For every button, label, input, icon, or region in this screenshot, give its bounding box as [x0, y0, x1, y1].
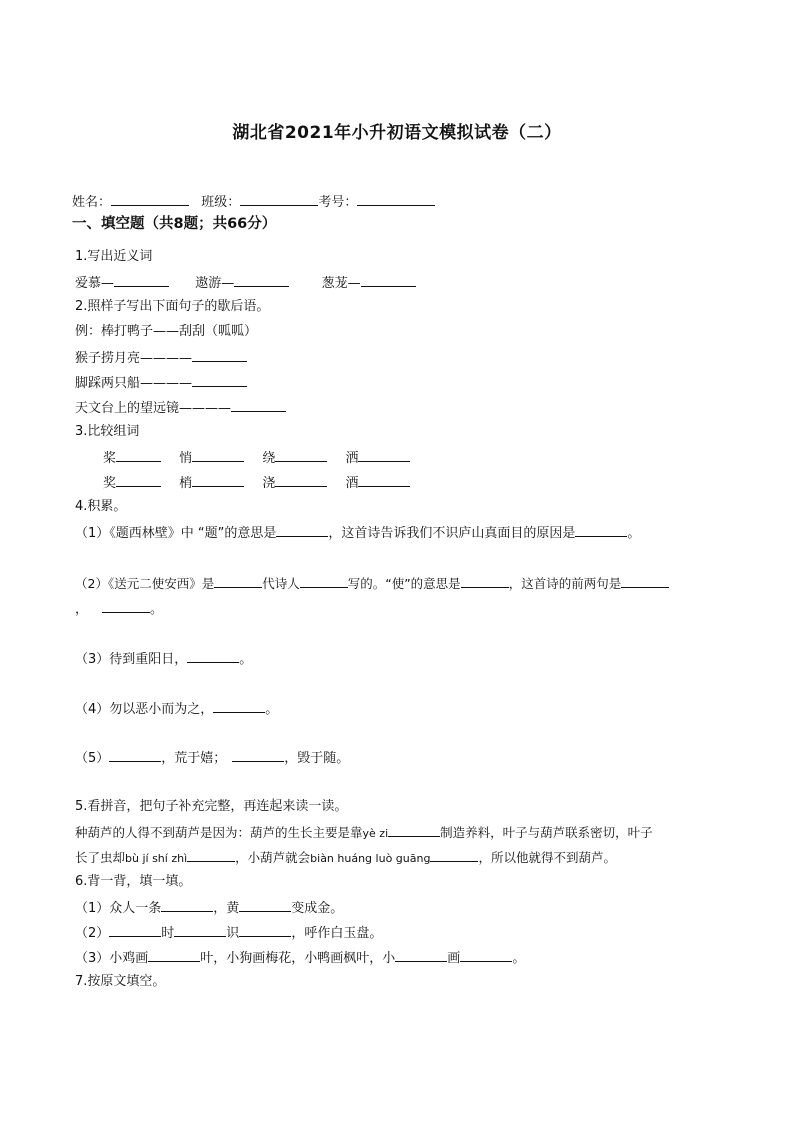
- q4-blank[interactable]: [621, 574, 669, 588]
- q5-blank[interactable]: [388, 823, 440, 837]
- q3-char: 梢: [179, 476, 193, 491]
- q4-blank[interactable]: [300, 574, 348, 588]
- q3-char: 奖: [103, 476, 117, 491]
- q4-text: （3）待到重阳日，: [75, 652, 188, 667]
- q3-row-2: [103, 473, 410, 493]
- q6-text: （2）: [75, 926, 110, 941]
- q6-text: 叶，小狗画梅花，小鸭画枫叶，小: [200, 951, 396, 966]
- q3-row-1: [103, 448, 410, 468]
- q4-blank[interactable]: [232, 748, 284, 762]
- q2-item-3-text: 天文台上的望远镜————: [75, 401, 232, 416]
- q3-blank[interactable]: [116, 448, 161, 462]
- q6-blank[interactable]: [109, 923, 161, 937]
- q2-blank-1[interactable]: [192, 348, 247, 362]
- q4-blank[interactable]: [187, 649, 239, 663]
- q6-blank[interactable]: [148, 948, 200, 962]
- exam-title: 湖北省2021年小升初语文模拟试卷（二）: [232, 123, 562, 143]
- q5-text: 制造养料，叶子与葫芦联系密切，叶子: [440, 825, 653, 840]
- number-label: 考号：: [318, 195, 358, 210]
- q6-text: 。: [512, 951, 526, 966]
- q2-blank-2[interactable]: [192, 373, 247, 387]
- name-label: 姓名：: [72, 195, 112, 210]
- name-blank[interactable]: [111, 192, 189, 206]
- q3-char: 桨: [103, 451, 117, 466]
- q3-char: 酒: [345, 476, 359, 491]
- q5-line-2: [75, 848, 616, 868]
- q6-text: 画: [447, 951, 461, 966]
- q1-item-1: 爱慕—: [75, 276, 115, 291]
- q4-blank[interactable]: [213, 699, 265, 713]
- q4-text: 。: [627, 526, 641, 541]
- q6-text: ，呼作白玉盘。: [291, 926, 383, 941]
- q3-blank[interactable]: [275, 448, 327, 462]
- q4-text: ，荒于嬉；: [161, 751, 227, 766]
- section-heading: 一、填空题（共8题；共66分）: [72, 216, 277, 232]
- q6-blank[interactable]: [161, 898, 213, 912]
- q5-text: 长了虫却: [75, 850, 126, 865]
- q5-text: ，所以他就得不到葫芦。: [478, 850, 616, 865]
- q6-text: ，黄: [213, 901, 240, 916]
- q5-text: 种葫芦的人得不到葫芦是因为：葫芦的生长主要是靠: [75, 825, 363, 840]
- q4-sub-2-cont: [75, 599, 163, 619]
- q2-item-3: [75, 398, 286, 418]
- q2-item-2-text: 脚踩两只船————: [75, 376, 193, 391]
- q6-blank[interactable]: [239, 923, 291, 937]
- q1-blank-2[interactable]: [234, 273, 289, 287]
- q6-blank[interactable]: [174, 923, 226, 937]
- q5-title: 5.看拼音，把句子补充完整，再连起来读一读。: [75, 799, 348, 814]
- q2-item-1: [75, 348, 247, 368]
- q6-sub-1: [75, 898, 343, 918]
- q2-item-1-text: 猴子捞月亮————: [75, 351, 193, 366]
- q6-blank[interactable]: [395, 948, 447, 962]
- q3-title: 3.比较组词: [75, 424, 140, 439]
- q3-blank[interactable]: [116, 473, 161, 487]
- q4-blank[interactable]: [575, 523, 627, 537]
- q3-blank[interactable]: [358, 473, 410, 487]
- q5-pinyin: biàn huáng luò guāng: [310, 852, 431, 865]
- q6-sub-3: [75, 948, 525, 968]
- q6-blank[interactable]: [460, 948, 512, 962]
- number-blank[interactable]: [357, 192, 435, 206]
- q4-text: （4）勿以恶小而为之，: [75, 702, 214, 717]
- q1-item-2: 遨游—: [195, 276, 235, 291]
- q4-text: ，这首诗告诉我们不识庐山真面目的原因是: [328, 526, 576, 541]
- q4-text: 。: [265, 702, 279, 717]
- q3-blank[interactable]: [358, 448, 410, 462]
- student-info-row: [72, 192, 435, 212]
- q4-text: 代诗人: [262, 576, 300, 591]
- q3-char: 浇: [262, 476, 276, 491]
- q3-blank[interactable]: [192, 473, 244, 487]
- q6-text: 变成金。: [291, 901, 344, 916]
- q2-blank-3[interactable]: [231, 398, 286, 412]
- q5-text: ，小葫芦就会: [235, 850, 311, 865]
- q6-text: 时: [161, 926, 175, 941]
- q3-blank[interactable]: [192, 448, 244, 462]
- q1-blank-1[interactable]: [114, 273, 169, 287]
- q4-sub-2: [75, 574, 669, 593]
- q6-sub-2: [75, 923, 382, 943]
- q4-sub-3: [75, 649, 252, 669]
- q4-blank[interactable]: [276, 523, 328, 537]
- q4-blank[interactable]: [214, 574, 262, 588]
- q4-text: （5）: [75, 751, 110, 766]
- q4-sub-5: [75, 748, 349, 768]
- q2-title: 2.照样子写出下面句子的歇后语。: [75, 299, 270, 314]
- q4-blank[interactable]: [109, 748, 161, 762]
- q4-text: ，这首诗的前两句是: [508, 576, 622, 591]
- q4-blank[interactable]: [102, 599, 150, 613]
- class-blank[interactable]: [240, 192, 318, 206]
- q2-item-2: [75, 373, 247, 393]
- q4-text: 。: [239, 652, 253, 667]
- q5-blank[interactable]: [187, 848, 235, 862]
- q5-blank[interactable]: [430, 848, 478, 862]
- q3-char: 悄: [179, 451, 193, 466]
- q4-text: （2）《送元二使安西》是: [75, 576, 215, 591]
- q5-pinyin: yè zi: [362, 827, 389, 840]
- q4-sub-4: [75, 699, 278, 719]
- q3-char: 洒: [345, 451, 359, 466]
- q1-items: [75, 273, 416, 293]
- q3-char: 绕: [262, 451, 276, 466]
- q4-text: （1）《题西林壁》中 “题”的意思是: [75, 526, 277, 541]
- q3-blank[interactable]: [275, 473, 327, 487]
- q6-text: （1）众人一条: [75, 901, 162, 916]
- q6-text: （3）小鸡画: [75, 951, 149, 966]
- class-label: 班级：: [201, 195, 241, 210]
- q6-title: 6.背一背，填一填。: [75, 874, 192, 889]
- q4-text: 。: [150, 602, 164, 617]
- q4-text: 写的。“使”的意思是: [347, 576, 461, 591]
- q1-item-3: 葱茏—: [321, 276, 361, 291]
- q1-title: 1.写出近义词: [75, 249, 153, 264]
- q4-text: ，毁于随。: [284, 751, 350, 766]
- q4-blank[interactable]: [461, 574, 509, 588]
- q6-blank[interactable]: [239, 898, 291, 912]
- q5-pinyin: bù jí shí zhì: [125, 852, 188, 865]
- q4-title: 4.积累。: [75, 499, 127, 514]
- q4-sub-1: [75, 523, 640, 543]
- q6-text: 识: [226, 926, 240, 941]
- q1-blank-3[interactable]: [361, 273, 416, 287]
- q7-title: 7.按原文填空。: [75, 974, 166, 989]
- q5-line-1: [75, 823, 653, 843]
- q4-text: ，: [75, 602, 89, 617]
- q2-example: 例：棒打鸭子——刮刮（呱呱）: [75, 324, 258, 339]
